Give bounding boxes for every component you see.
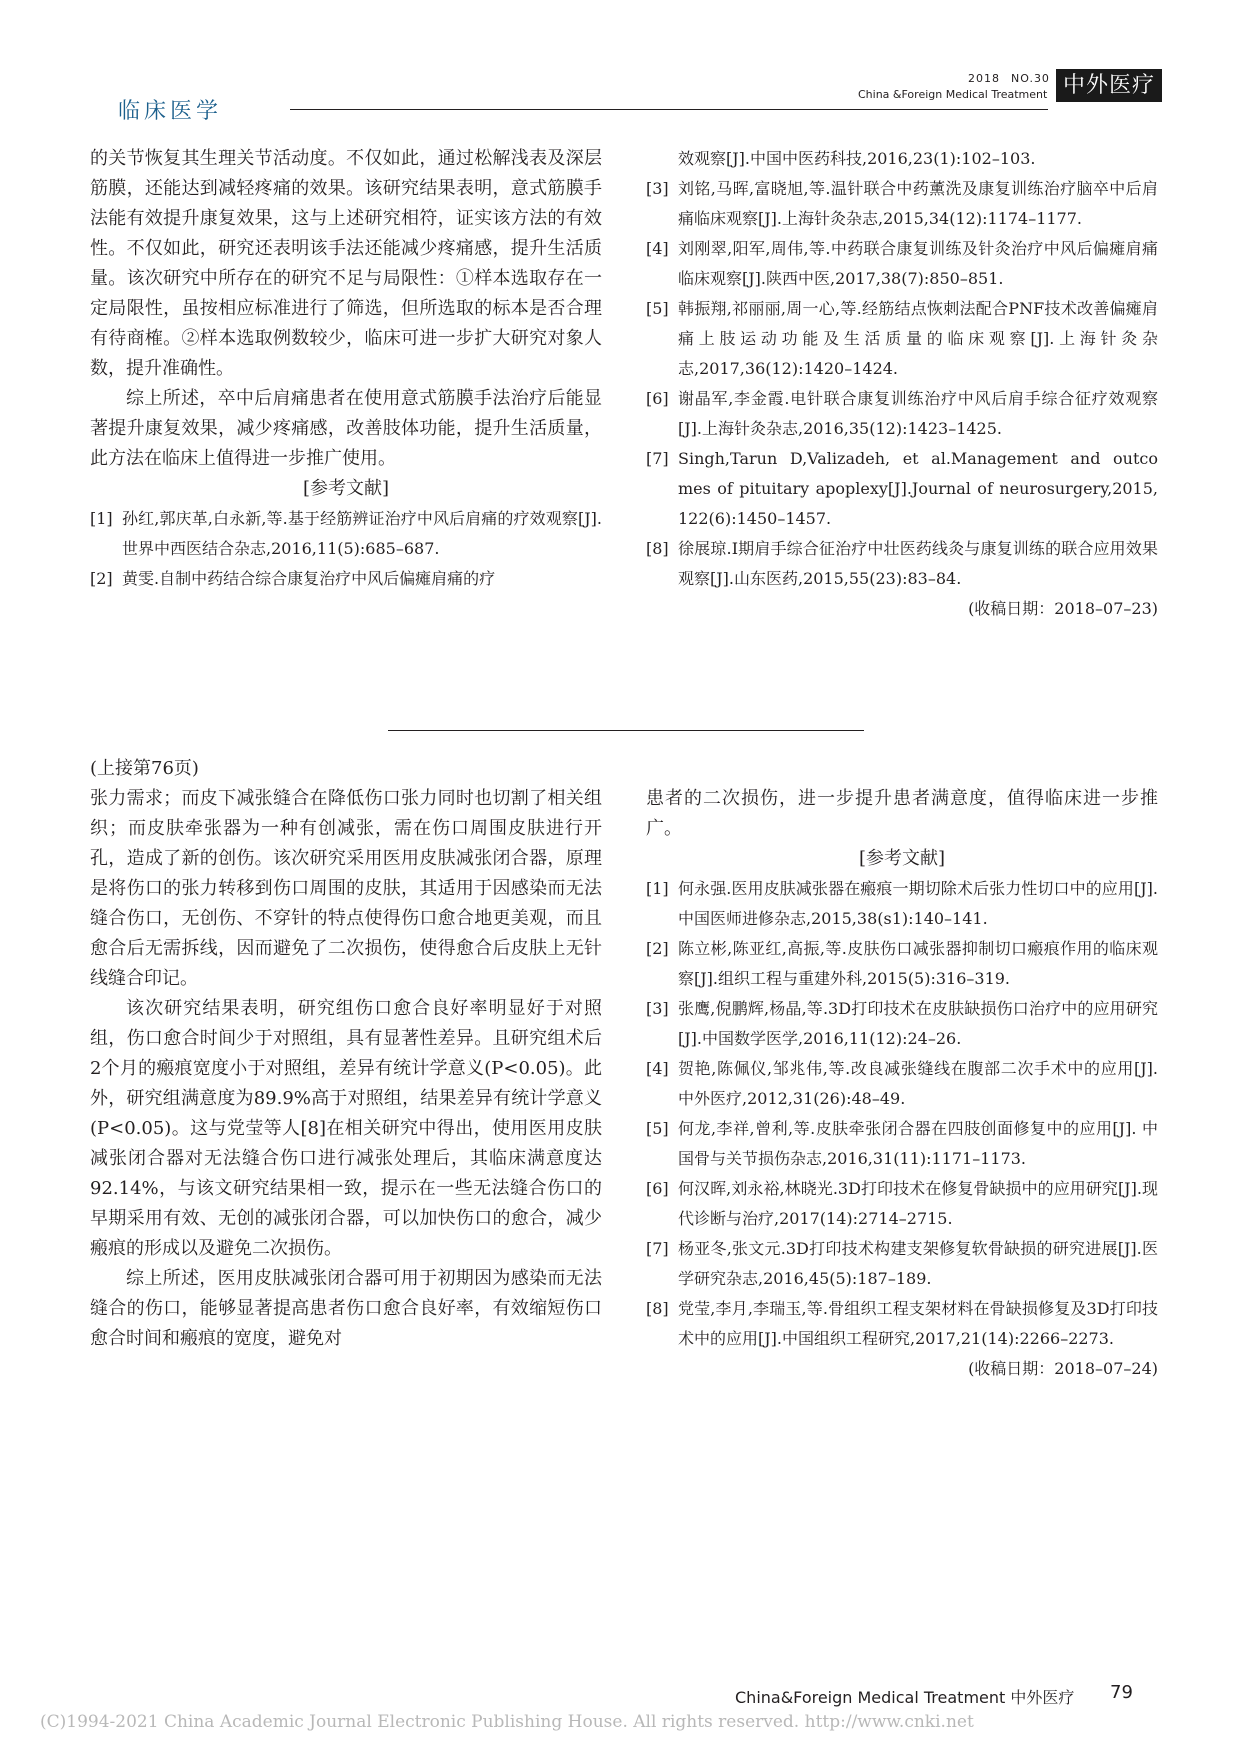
reference-item [646,1054,1158,1114]
copyright-watermark: (C)1994-2021 China Academic Journal Electronic Publishing House. All rights reserved. http://www.cnki.net [40,1712,974,1732]
reference-item [90,564,602,594]
body-paragraph: 该次研究结果表明，研究组伤口愈合良好率明显好于对照组，伤口愈合时间少于对照组，具有显著性差异。且研究组术后2个月的瘢痕宽度小于对照组，差异有统计学意义(P<0.05)。此外，研究组满意度为89.9%高于对照组，结果差异有统计学意义(P<0.05)。这与党莹等人[8]在相关研究中得出，使用医用皮肤减张闭合器对无法缝合伤口进行减张处理后，其临床满意度达92.14%，与该文研究结果相一致，提示在一些无法缝合伤口的早期采用有效、无创的减张闭合器，可以加快伤口的愈合，减少瘢痕的形成以及避免二次损伤。 [90,998,602,1259]
bottom-right-column [646,784,1158,1384]
reference-number: [6] [646,389,669,408]
top-right-column [646,144,1158,624]
reference-list [646,874,1158,1384]
reference-text: 何汉晖,刘永裕,林晓光.3D打印技术在修复骨缺损中的应用研究[J].现代诊断与治疗,2017(14):2714–2715. [678,1179,1158,1228]
body-paragraph: 的关节恢复其生理关节活动度。不仅如此，通过松解浅表及深层筋膜，还能达到减轻疼痛的效果。该研究结果表明，意式筋膜手法能有效提升康复效果，这与上述研究相符，证实该方法的有效性。不仅如此，研究还表明该手法还能减少疼痛感，提升生活质量。该次研究中所存在的研究不足与局限性：①样本选取存在一定局限性，虽按相应标准进行了筛选，但所选取的标本是否合理有待商榷。②样本选取例数较少，临床可进一步扩大研究对象人数，提升准确性。 [90,148,602,379]
reference-item [646,874,1158,934]
section-title: 临床医学 [118,99,223,124]
reference-text: 党莹,李月,李瑞玉,等.骨组织工程支架材料在骨缺损修复及3D打印技术中的应用[J].中国组织工程研究,2017,21(14):2266–2273. [678,1299,1158,1348]
reference-text: 陈立彬,陈亚红,高振,等.皮肤伤口减张器抑制切口瘢痕作用的临床观察[J].组织工程与重建外科,2015(5):316–319. [678,939,1158,988]
reference-item [646,934,1158,994]
reference-number: [5] [646,1119,669,1138]
reference-number: [3] [646,999,669,1018]
reference-number: [8] [646,539,669,558]
reference-text: Singh,Tarun D,Valizadeh, et al.Management and outco mes of pituitary apoplexy[J].Journal of neurosurgery,2015, 122(6):1450–1457. [678,449,1158,528]
reference-item [646,384,1158,444]
reference-text: 何龙,李祥,曾利,等.皮肤牵张闭合器在四肢创面修复中的应用[J]. 中国骨与关节损伤杂志,2016,31(11):1171–1173. [678,1119,1158,1168]
reference-number: [7] [646,1239,669,1258]
top-left-column [90,144,602,594]
reference-item [646,444,1158,534]
body-paragraph: 张力需求；而皮下减张缝合在降低伤口张力同时也切割了相关组织；而皮肤牵张器为一种有创减张，需在伤口周围皮肤进行开孔，造成了新的创伤。该次研究采用医用皮肤减张闭合器，原理是将伤口的张力转移到伤口周围的皮肤，其适用于因感染而无法缝合伤口，无创伤、不穿针的特点使得伤口愈合地更美观，而且愈合后无需拆线，因而避免了二次损伤，使得愈合后皮肤上无针线缝合印记。 [90,788,602,989]
reference-list [90,504,602,594]
header-rule [290,109,1048,110]
issue-number: NO.30 [1011,72,1050,85]
reference-text: 刘刚翠,阳军,周伟,等.中药联合康复训练及针灸治疗中风后偏瘫肩痛临床观察[J].陕西中医,2017,38(7):850–851. [678,239,1158,288]
issue-year: 2018 [968,72,1000,85]
reference-item [646,1294,1158,1354]
journal-name-en: China &Foreign Medical Treatment [858,88,1048,101]
reference-number: [8] [646,1299,669,1318]
continued-from-note: (上接第76页) [90,758,199,779]
reference-item [646,294,1158,384]
reference-continuation [646,144,1158,174]
reference-item [646,234,1158,294]
reference-item [646,1114,1158,1174]
reference-text: 韩振翔,祁丽丽,周一心,等.经筋结点恢刺法配合PNF技术改善偏瘫肩痛上肢运动功能及生活质量的临床观察[J].上海针灸杂志,2017,36(12):1420–1424. [678,299,1158,378]
reference-number: [4] [646,239,669,258]
bottom-left-column [90,784,602,1354]
reference-number: [1] [90,509,113,528]
received-date: (收稿日期：2018–07–24) [968,1359,1158,1378]
reference-number: [2] [90,569,113,588]
reference-item [90,504,602,564]
footer-journal-name: China&Foreign Medical Treatment 中外医疗 [735,1688,1075,1707]
reference-number: [7] [646,449,669,468]
received-date: (收稿日期：2018–07–23) [968,599,1158,618]
reference-item [646,1234,1158,1294]
reference-text: 孙红,郭庆革,白永新,等.基于经筋辨证治疗中风后肩痛的疗效观察[J].世界中西医结合杂志,2016,11(5):685–687. [122,509,602,558]
article-divider [388,730,864,731]
journal-logo: 中外医疗 [1056,69,1162,102]
reference-item [646,534,1158,594]
page-number: 79 [1110,1682,1133,1703]
reference-text: 徐展琼.Ⅰ期肩手综合征治疗中壮医药线灸与康复训练的联合应用效果观察[J].山东医药,2015,55(23):83–84. [678,539,1158,588]
reference-text: 刘铭,马晖,富晓旭,等.温针联合中药薰洗及康复训练治疗脑卒中后肩痛临床观察[J].上海针灸杂志,2015,34(12):1174–1177. [678,179,1158,228]
reference-text: 何永强.医用皮肤减张器在瘢痕一期切除术后张力性切口中的应用[J].中国医师进修杂志,2015,38(s1):140–141. [678,879,1158,928]
reference-text: 效观察[J].中国中医药科技,2016,23(1):102–103. [678,149,1036,168]
reference-text: 贺艳,陈佩仪,邹兆伟,等.改良减张缝线在腹部二次手术中的应用[J]. 中外医疗,2012,31(26):48–49. [678,1059,1158,1108]
reference-number: [6] [646,1179,669,1198]
references-heading: [参考文献] [858,848,946,869]
reference-number: [3] [646,179,669,198]
reference-number: [2] [646,939,669,958]
body-paragraph: 综上所述，医用皮肤减张闭合器可用于初期因为感染而无法缝合的伤口，能够显著提高患者伤口愈合良好率，有效缩短伤口愈合时间和瘢痕的宽度，避免对 [90,1268,602,1349]
reference-item [646,994,1158,1054]
body-paragraph: 综上所述，卒中后肩痛患者在使用意式筋膜手法治疗后能显著提升康复效果，减少疼痛感，改善肢体功能，提升生活质量，此方法在临床上值得进一步推广使用。 [90,388,602,469]
reference-text: 黄雯.自制中药结合综合康复治疗中风后偏瘫肩痛的疗 [122,569,496,588]
body-paragraph: 患者的二次损伤，进一步提升患者满意度，值得临床进一步推广。 [646,788,1158,839]
reference-number: [1] [646,879,669,898]
reference-text: 张鹰,倪鹏辉,杨晶,等.3D打印技术在皮肤缺损伤口治疗中的应用研究[J].中国数学医学,2016,11(12):24–26. [678,999,1158,1048]
reference-text: 谢晶军,李金霞.电针联合康复训练治疗中风后肩手综合征疗效观察[J].上海针灸杂志,2016,35(12):1423–1425. [678,389,1158,438]
references-heading: [参考文献] [302,478,390,499]
reference-number: [5] [646,299,669,318]
reference-item [646,1174,1158,1234]
reference-text: 杨亚冬,张文元.3D打印技术构建支架修复软骨缺损的研究进展[J].医学研究杂志,2016,45(5):187–189. [678,1239,1158,1288]
reference-number: [4] [646,1059,669,1078]
reference-item [646,174,1158,234]
